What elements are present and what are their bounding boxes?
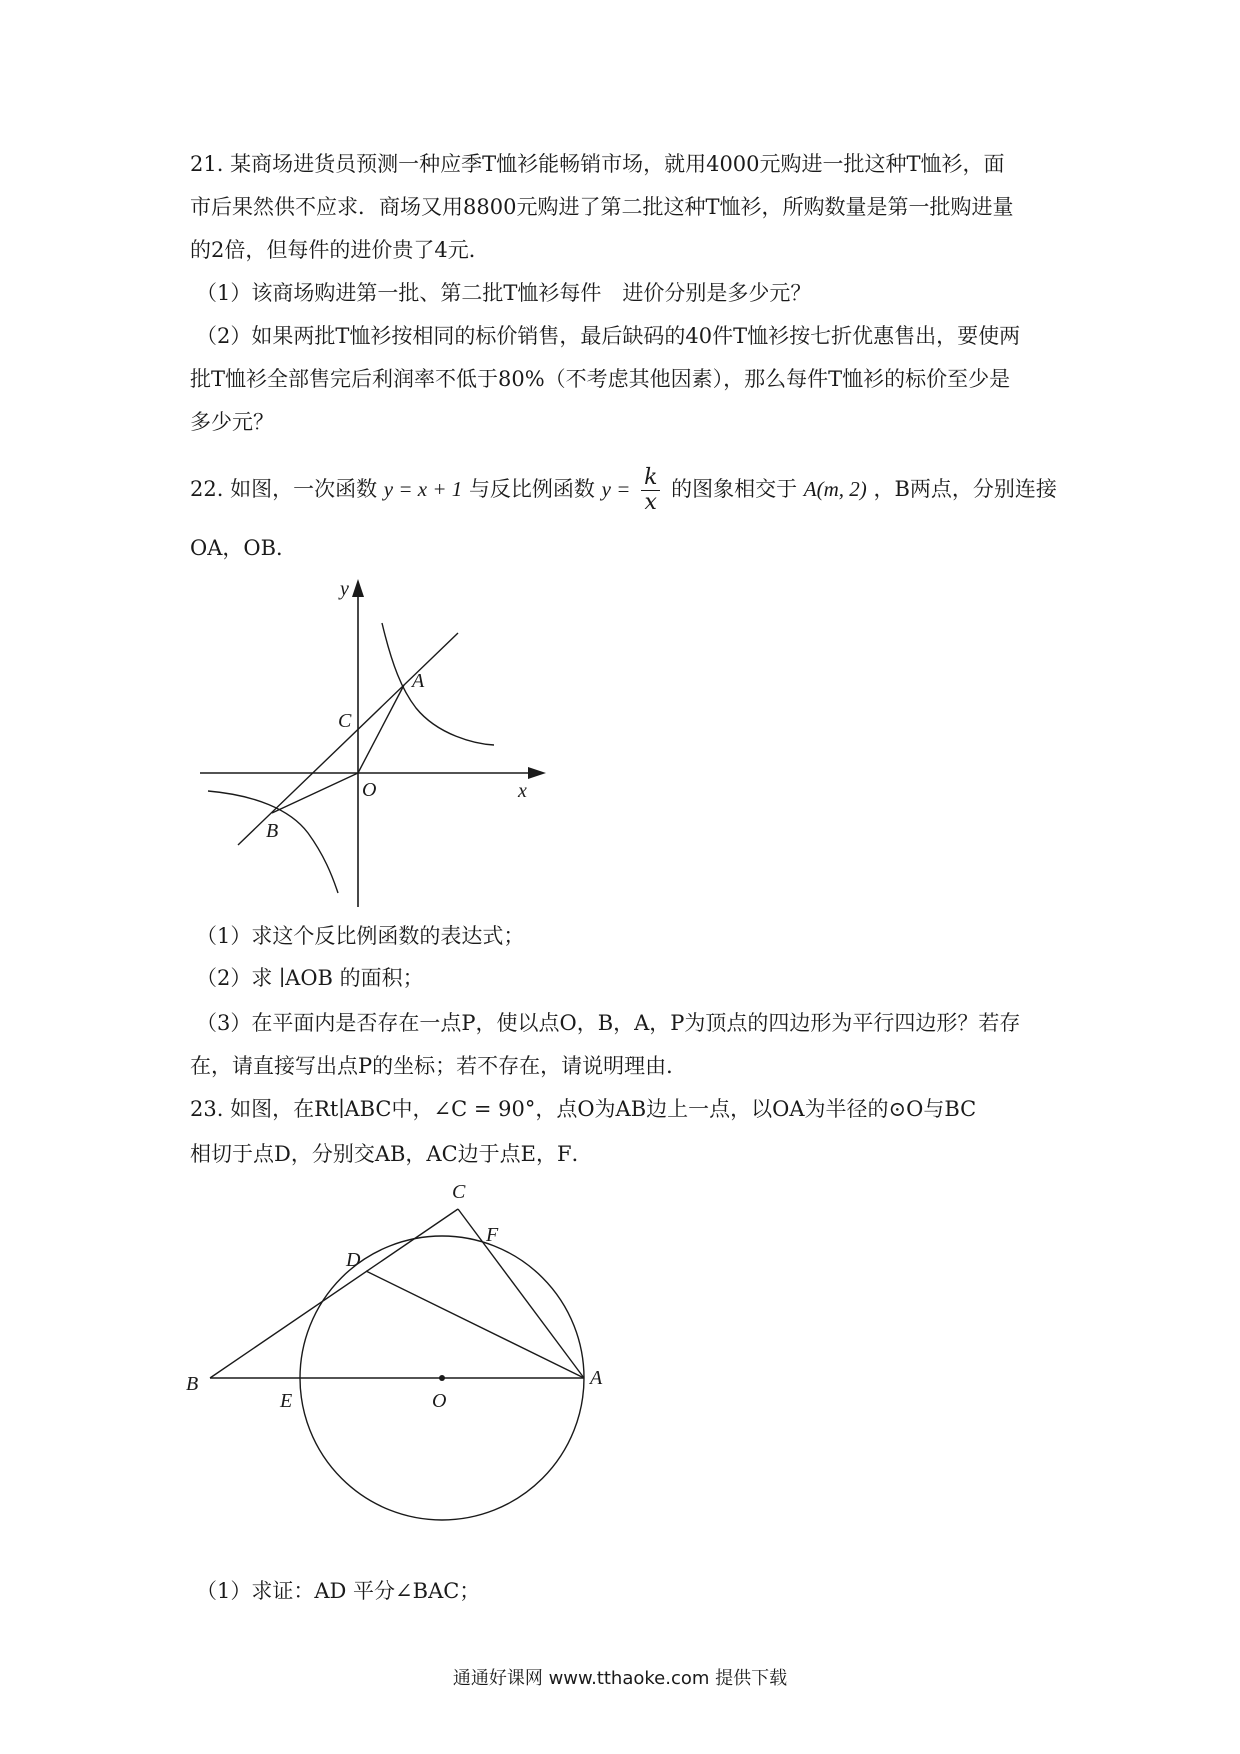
x-axis-label: x xyxy=(518,780,527,802)
q22-fraction-denominator: x xyxy=(644,490,657,515)
point-a-label: A xyxy=(590,1367,603,1389)
hyperbola-branch-upper xyxy=(382,623,494,745)
y-axis-label: y xyxy=(340,578,349,600)
q22-function-graph xyxy=(190,575,570,910)
q23-line-2: 相切于点D，分别交AB，AC边于点E，F． xyxy=(190,1142,593,1166)
center-o-point xyxy=(439,1375,445,1381)
q22-part-3-line-2: 在，请直接写出点P的坐标；若不存在，请说明理由． xyxy=(190,1054,688,1078)
origin-label: O xyxy=(362,779,377,801)
point-b-label: B xyxy=(266,820,279,842)
point-c-label: C xyxy=(338,710,352,732)
q22-line-2: OA，OB． xyxy=(190,536,298,560)
point-f-label: F xyxy=(486,1224,499,1246)
q22-intro-a: 22. 如图，一次函数 xyxy=(190,477,378,501)
q22-linear-equation: y = x + 1 xyxy=(383,477,463,501)
q22-fraction xyxy=(641,466,660,515)
y-axis-arrow xyxy=(352,579,364,597)
point-b-label: B xyxy=(186,1373,199,1395)
q21-line-2: 市后果然供不应求．商场又用8800元购进了第二批这种T恤衫，所购数量是第一批购进量 xyxy=(190,195,1014,219)
q22-intro xyxy=(190,466,1057,515)
q23-circle-triangle-figure xyxy=(180,1175,620,1530)
linear-function-line xyxy=(238,633,458,845)
q21-part-2-line-3: 多少元？ xyxy=(190,410,274,434)
segment-bc xyxy=(210,1209,458,1378)
q21-part-2-line-2: 批T恤衫全部售完后利润率不低于80%（不考虑其他因素），那么每件T恤衫的标价至少是 xyxy=(190,367,1011,391)
q22-part-2: （2）求 ∣AOB 的面积； xyxy=(196,966,424,990)
q21-line-1: 21. 某商场进货员预测一种应季T恤衫能畅销市场，就用4000元购进一批这种T恤衫，面 xyxy=(190,152,1005,176)
q21-line-3: 的2倍，但每件的进价贵了4元． xyxy=(190,238,490,262)
segment-ca xyxy=(458,1209,584,1378)
footer-source: 通通好课网 www.tthaoke.com 提供下载 xyxy=(452,1668,788,1689)
hyperbola-branch-lower xyxy=(208,791,338,893)
x-axis-arrow xyxy=(528,767,546,779)
segment-ob xyxy=(272,773,358,813)
q21-part-1: （1）该商场购进第一批、第二批T恤衫每件 进价分别是多少元？ xyxy=(196,281,812,305)
q22-intro-c: 的图象相交于 xyxy=(671,477,798,501)
q22-intro-b: 与反比例函数 xyxy=(468,477,595,501)
q22-inverse-equation-lhs: y = xyxy=(601,477,631,501)
point-c-label: C xyxy=(452,1181,466,1203)
q22-intro-d: ，B两点，分别连接 xyxy=(873,477,1057,501)
point-e-label: E xyxy=(280,1390,293,1412)
point-o-label: O xyxy=(432,1390,447,1412)
q21-part-2-line-1: （2）如果两批T恤衫按相同的标价销售，最后缺码的40件T恤衫按七折优惠售出，要使两 xyxy=(196,324,1021,348)
q22-part-3-line-1: （3）在平面内是否存在一点P，使以点O，B，A，P为顶点的四边形为平行四边形？若存 xyxy=(196,1011,1021,1035)
q23-line-1: 23. 如图，在Rt∣ABC中，∠C = 90°，点O为AB边上一点，以OA为半径的⊙O与BC xyxy=(190,1097,977,1121)
segment-oa xyxy=(358,685,404,773)
q22-part-1: （1）求这个反比例函数的表达式； xyxy=(196,924,525,948)
q22-fraction-numerator: k xyxy=(641,466,660,491)
point-a-label: A xyxy=(412,670,425,692)
q23-part-1: （1）求证：AD 平分∠BAC； xyxy=(196,1579,481,1603)
point-d-label: D xyxy=(346,1249,361,1271)
q22-point-a: A(m, 2) xyxy=(803,477,867,501)
